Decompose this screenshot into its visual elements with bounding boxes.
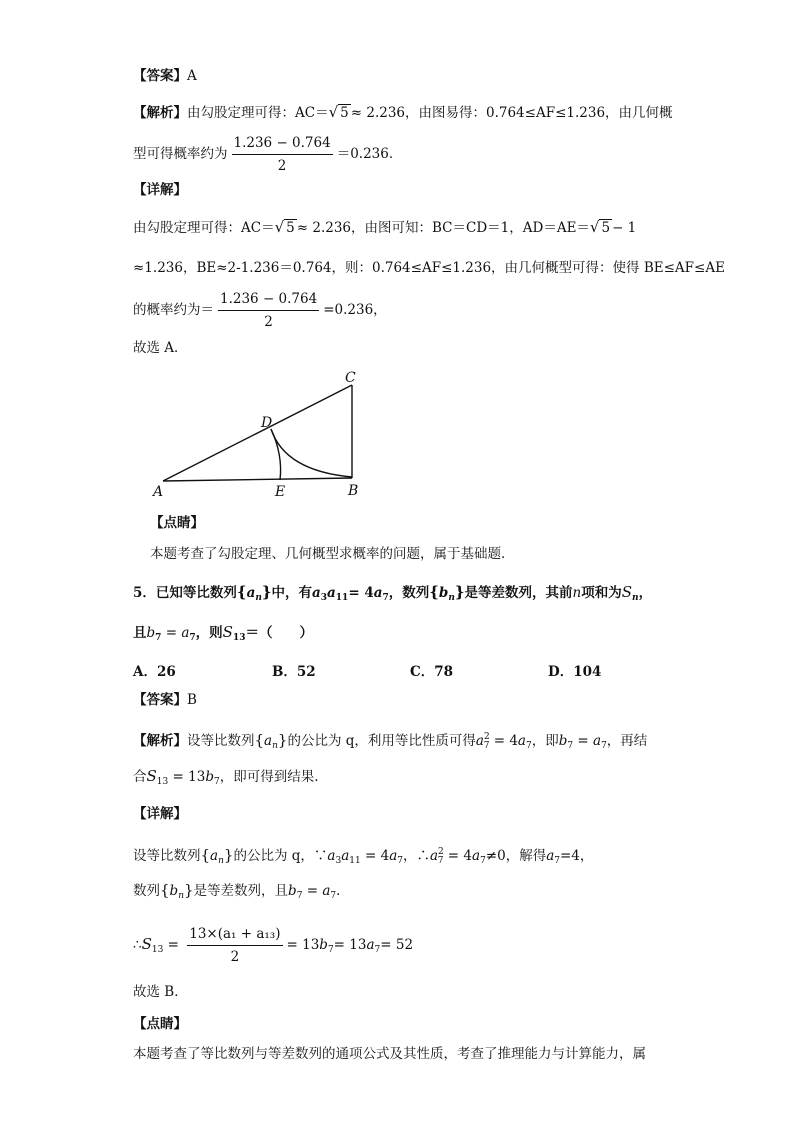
detail-line-1: 由勾股定理可得：AC＝√ 5 ≈ 2.236，由图可知：BC＝CD＝1，AD＝AE＝√ 5 − 1 xyxy=(133,218,637,236)
detail-5-line-2: 数列$\{b_n\}$是等差数列，且$b_7 = a_7$． xyxy=(133,881,350,901)
comment-text: 本题考查了勾股定理、几何概型求概率的问题，属于基础题． xyxy=(150,546,515,562)
comment-tag: 【点睛】 xyxy=(150,515,204,531)
arc-DE xyxy=(271,429,281,480)
detail-text: − 1 xyxy=(612,220,637,236)
arc-DB xyxy=(271,429,352,477)
answer-tag: 【答案】 xyxy=(133,68,187,84)
comment-5-line xyxy=(133,1044,646,1064)
label-D: D xyxy=(261,415,273,431)
analysis-text: ≈ 2.236，由图易得：0.764≤AF≤1.236，由几何概 xyxy=(350,105,673,121)
fraction: $\frac{1.236 - 0.764}{2}$ xyxy=(233,135,331,174)
segment-AB xyxy=(163,478,352,481)
comment-5-tag-line xyxy=(133,1014,187,1034)
analysis-line-2 xyxy=(133,134,402,175)
conclusion-text: 故选 A． xyxy=(133,340,188,356)
detail-5-tag-line xyxy=(133,804,187,824)
comment-line xyxy=(150,544,515,564)
comment-text: 本题考查了等比数列与等差数列的通项公式及其性质，考查了推理能力与计算能力，属 xyxy=(133,1046,646,1062)
sqrt-value: 5 xyxy=(286,220,295,236)
option-b: B．52 xyxy=(272,664,316,680)
option-c: C．78 xyxy=(410,664,454,680)
segment-AC xyxy=(163,385,352,481)
detail-text: =0.236， xyxy=(323,302,387,318)
sqrt-value: 5 xyxy=(601,220,611,236)
label-C: C xyxy=(345,370,356,386)
label-E: E xyxy=(275,484,286,500)
analysis-5-line-2: 合$S_{13} = 13b_7$，即可得到结果. xyxy=(133,767,319,787)
analysis-tag: 【解析】 xyxy=(133,105,187,121)
detail-tag: 【详解】 xyxy=(133,182,187,198)
detail-text: 由勾股定理可得：AC＝ xyxy=(133,220,275,236)
detail-line-2 xyxy=(133,258,725,278)
answer-value: A xyxy=(187,68,197,84)
analysis-text: 型可得概率约为 xyxy=(133,146,228,162)
detail-text: 的概率约为＝ xyxy=(133,302,214,318)
answer-value: B xyxy=(187,692,197,708)
conclusion-line xyxy=(133,338,188,358)
conclusion-text: 故选 B． xyxy=(133,984,188,1000)
detail-tag-line xyxy=(133,180,187,200)
analysis-tag: 【解析】 xyxy=(133,733,187,749)
label-A: A xyxy=(153,484,164,500)
fraction: $\frac{\text{13×(a₁ + a₁₃)}}{2}$ xyxy=(189,926,281,965)
sqrt-value: 5 xyxy=(340,105,349,121)
answer-tag: 【答案】 xyxy=(133,692,187,708)
answer-line-5 xyxy=(133,690,197,710)
analysis-text: 由勾股定理可得：AC＝ xyxy=(187,105,329,121)
fraction: $\frac{1.236 - 0.764}{2}$ xyxy=(220,291,318,330)
analysis-text: ＝0.236． xyxy=(336,146,403,162)
detail-tag: 【详解】 xyxy=(133,806,187,822)
label-B: B xyxy=(348,483,359,499)
comment-tag: 【点睛】 xyxy=(133,1016,187,1032)
option-a: A．26 xyxy=(133,664,176,680)
detail-text: ≈ 2.236，由图可知：BC＝CD＝1，AD＝AE＝ xyxy=(296,220,590,236)
conclusion-5-line xyxy=(133,982,188,1002)
question-5-line-1: 5．已知等比数列$\{a_n\}$中，有$a_3a_{11}= 4a_7$，数列$\{b_n\}$是等差数列，其前n项和为$S_n$， xyxy=(133,583,653,603)
detail-5-line-3: $\therefore S_{13}$ = $\frac{\text{13×(a₁ + a₁₃)}}{2}$ = $13b_7= 13a_7= 52$ xyxy=(133,926,414,965)
option-d: D．104 xyxy=(548,664,602,680)
detail-line-3 xyxy=(133,290,387,331)
question-5-line-2: 且$b_7 = a_7$，则$S_{13}=$（ ） xyxy=(133,623,313,643)
comment-tag-line xyxy=(150,513,204,533)
geometry-figure xyxy=(145,365,375,505)
analysis-line-1: 【解析】由勾股定理可得：AC＝√ 5 ≈ 2.236，由图易得：0.764≤AF≤1.236，由几何概 xyxy=(133,103,673,121)
analysis-5-line-1: 【解析】设等比数列$\{a_n\}$的公比为 q，利用等比性质可得$a^2_7 = 4a_7$，即$b_7 = a_7$，再结 xyxy=(133,731,648,751)
detail-5-line-1: 设等比数列$\{a_n\}$的公比为 q，$\because a_3a_{11} = 4a_7$，$\therefore a^2_7 = 4a_7\ne 0$，解得$a_7=4$， xyxy=(133,846,594,866)
answer-line xyxy=(133,66,197,86)
detail-text: ≈1.236，BE≈2-1.236＝0.764，则：0.764≤AF≤1.236，由几何概型可得：使得 BE≤AF≤AE xyxy=(133,260,725,276)
